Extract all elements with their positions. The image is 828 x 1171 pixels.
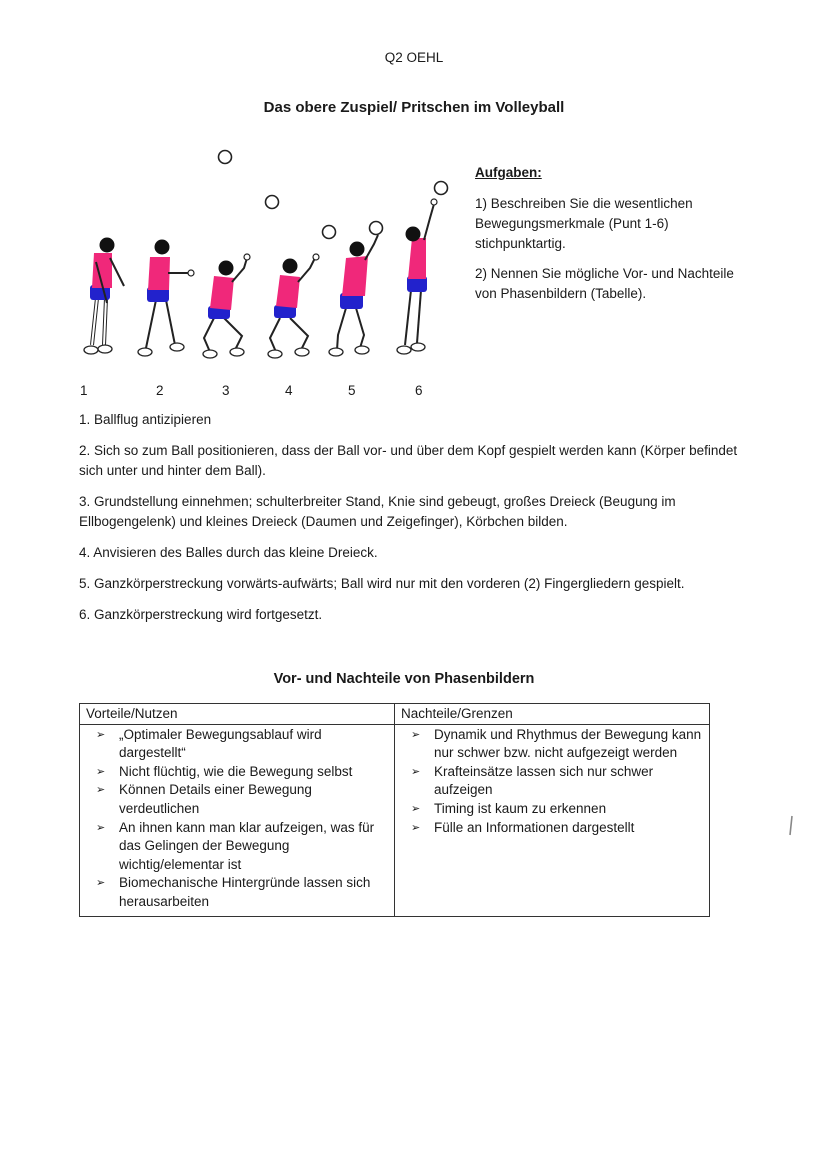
pros-cons-table [79, 703, 710, 917]
list-item: ➢ Fülle an Informationen dargestellt [401, 819, 703, 838]
step-4: 4. Anvisieren des Balles durch das kleine Dreieck. [79, 545, 378, 560]
task-item-1: 1) Beschreiben Sie die wesentlichen Bewegungsmerkmale (Punt 1-6) stichpunktartig. [475, 196, 693, 251]
column-header-disadvantages: Nachteile/Grenzen [395, 704, 710, 725]
phase-label-4: 4 [285, 383, 293, 398]
step-3: 3. Grundstellung einnehmen; schulterbreiter Stand, Knie sind gebeugt, großes Dreieck (Beugung im Ellbogengelenk) und kleines Dreieck (Daumen und Zeigefinger), Körbchen bilden. [79, 494, 676, 529]
player-figure-4 [268, 254, 319, 358]
disadvantages-list [401, 726, 703, 838]
step-6: 6. Ganzkörperstreckung wird fortgesetzt. [79, 607, 323, 622]
phase-label-1: 1 [80, 383, 88, 398]
player-figure-1 [84, 238, 124, 355]
player-figure-6 [397, 199, 437, 354]
course-header: Q2 OEHL [384, 50, 444, 65]
task-item-2: 2) Nennen Sie mögliche Vor- und Nachteile von Phasenbildern (Tabelle). [475, 266, 734, 301]
step-5: 5. Ganzkörperstreckung vorwärts-aufwärts; Ball wird nur mit den vorderen (2) Fingergliedern gespielt. [79, 576, 685, 591]
arrow-bullet-icon: ➢ [411, 728, 421, 741]
advantages-cell [80, 724, 395, 916]
list-item: ➢ Krafteinsätze lassen sich nur schwer aufzeigen [411, 763, 654, 798]
list-item: ➢ „Optimaler Bewegungsablauf wird dargestellt“ [96, 726, 322, 761]
arrow-bullet-icon: ➢ [96, 821, 106, 834]
pen-mark-decoration [788, 815, 794, 837]
arrow-bullet-icon: ➢ [96, 784, 106, 797]
arrow-bullet-icon: ➢ [411, 802, 421, 815]
phase-label-5: 5 [348, 383, 356, 398]
arrow-bullet-icon: ➢ [96, 877, 106, 890]
ball-icon [266, 196, 279, 209]
phase-label-3: 3 [222, 383, 230, 398]
list-item: ➢ Dynamik und Rhythmus der Bewegung kann nur schwer bzw. nicht aufgezeigt werden [411, 726, 702, 761]
tasks-heading: Aufgaben: [475, 165, 542, 180]
list-item: ➢ Biomechanische Hintergründe lassen sich herausarbeiten [96, 875, 371, 909]
list-item: ➢ Können Details einer Bewegung verdeutlichen [96, 782, 312, 816]
movement-steps [79, 410, 739, 636]
volleyball-phase-illustration [72, 140, 472, 405]
column-header-advantages: Vorteile/Nutzen [80, 704, 395, 725]
list-item: ➢ An ihnen kann man klar aufzeigen, was für das Gelingen der Bewegung wichtig/elementar ist [96, 819, 375, 872]
advantages-list [86, 726, 388, 912]
step-2: 2. Sich so zum Ball positionieren, dass der Ball vor- und über dem Kopf gespielt werden kann (Körper befindet sich unter und hinter dem Ball). [79, 443, 738, 478]
ball-icon [370, 222, 383, 235]
arrow-bullet-icon: ➢ [96, 728, 106, 741]
list-item: ➢ Nicht flüchtig, wie die Bewegung selbst [86, 763, 388, 782]
phase-label-6: 6 [415, 383, 423, 398]
disadvantages-cell [395, 724, 710, 916]
arrow-bullet-icon: ➢ [411, 821, 421, 834]
player-figure-3 [203, 254, 250, 358]
tasks-box [475, 163, 735, 314]
arrow-bullet-icon: ➢ [96, 765, 106, 778]
arrow-bullet-icon: ➢ [411, 765, 421, 778]
table-title: Vor- und Nachteile von Phasenbildern [273, 671, 535, 687]
page-title: Das obere Zuspiel/ Pritschen im Volleyball [263, 99, 565, 116]
step-1: 1. Ballflug antizipieren [79, 412, 212, 427]
list-item: ➢ Timing ist kaum zu erkennen [401, 800, 703, 819]
phase-label-2: 2 [156, 383, 164, 398]
phase-figure [72, 140, 472, 405]
ball-icon [323, 226, 336, 239]
player-figure-5 [329, 235, 378, 356]
player-figure-2 [138, 240, 194, 357]
ball-icon [435, 182, 448, 195]
ball-icon [219, 151, 232, 164]
